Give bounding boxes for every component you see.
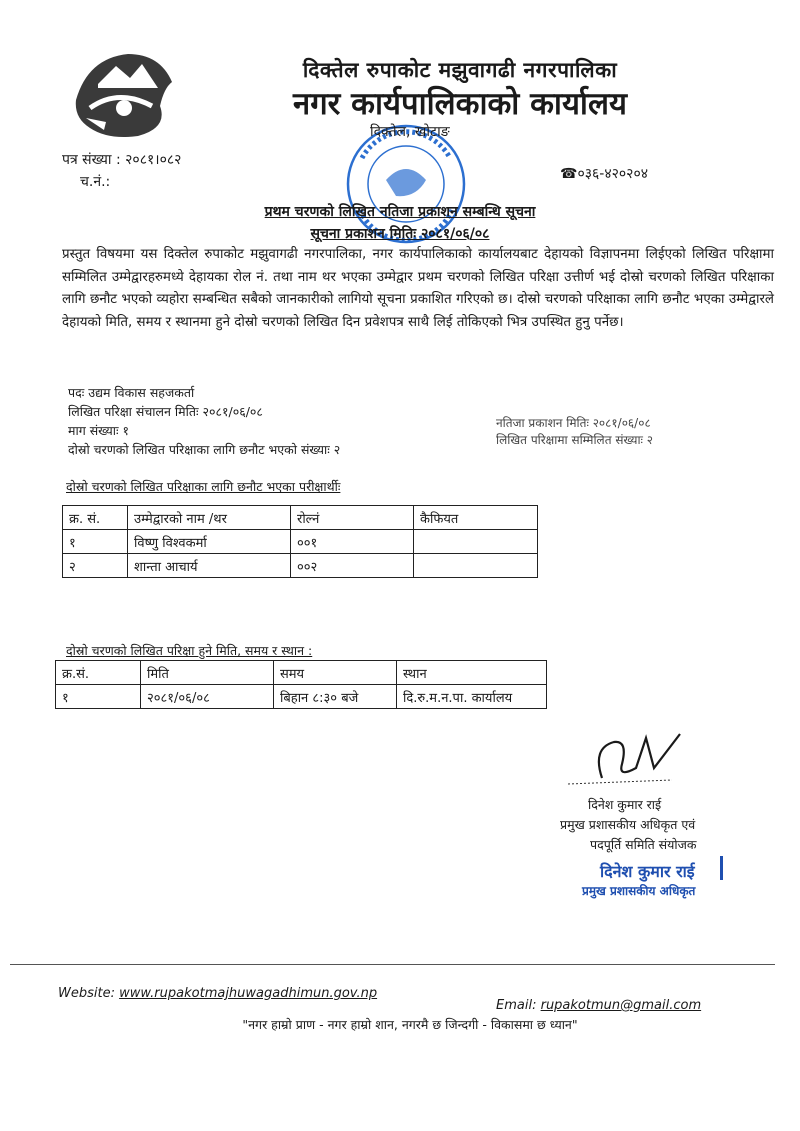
column-header: रोल्नं	[291, 506, 414, 530]
table-cell: २०८१/०६/०८	[141, 685, 274, 709]
post-name: पदः उद्यम विकास सहजकर्ता	[68, 385, 195, 400]
result-date: नतिजा प्रकाशन मितिः २०८१/०६/०८	[496, 416, 651, 430]
footer-motto: "नगर हाम्रो प्राण - नगर हाम्रो शान, नगरमै छ जिन्दगी - विकासमा छ ध्यान"	[242, 1017, 578, 1032]
emblem-icon	[68, 48, 180, 144]
signatory-title: प्रमुख प्रशासकीय अधिकृत एवं	[560, 817, 696, 832]
selected-count: दोस्रो चरणको लिखित परिक्षाका लागि छनौट भएको संख्याः २	[68, 442, 341, 457]
table-cell: २	[63, 554, 128, 578]
signatory-role: पदपूर्ति समिति संयोजक	[590, 837, 697, 852]
stamp-name: दिनेश कुमार राई	[600, 862, 695, 881]
signatory-name: दिनेश कुमार राई	[588, 797, 662, 812]
table-cell: १	[56, 685, 141, 709]
column-header: क्र. सं.	[63, 506, 128, 530]
website-label: Website:	[58, 986, 115, 1001]
website-link[interactable]: www.rupakotmajhuwagadhimun.gov.np	[119, 986, 378, 1001]
column-header: क्र.सं.	[56, 661, 141, 685]
column-header: उम्मेद्वारको नाम /थर	[128, 506, 291, 530]
column-header: समय	[274, 661, 397, 685]
publication-date: सूचना प्रकाशन मितिः २०८१/०६/०८	[310, 226, 490, 242]
table-cell: शान्ता आचार्य	[128, 554, 291, 578]
table-cell: १	[63, 530, 128, 554]
participant-count: लिखित परिक्षामा सम्मिलित संख्याः २	[496, 433, 654, 447]
municipality-name: दिक्तेल रुपाकोट मझुवागढी नगरपालिका	[302, 58, 618, 82]
table-header-row	[56, 661, 547, 685]
table-cell: ००२	[291, 554, 414, 578]
table-cell: दि.रु.म.न.पा. कार्यालय	[397, 685, 547, 709]
footer-divider	[10, 964, 775, 965]
table-cell	[414, 554, 538, 578]
stamp-title: प्रमुख प्रशासकीय अधिकृत	[582, 884, 696, 898]
table-row	[63, 554, 538, 578]
table-cell: ००१	[291, 530, 414, 554]
office-name: नगर कार्यपालिकाको कार्यालय	[293, 86, 627, 122]
phone-number: ☎०३६-४२०२०४	[560, 166, 649, 182]
footer-website	[58, 986, 377, 1001]
candidates-heading: दोस्रो चरणको लिखित परिक्षाका लागि छनौट भएका परीक्षार्थीः	[66, 479, 341, 494]
footer-email	[496, 998, 701, 1013]
email-link[interactable]: rupakotmun@gmail.com	[540, 998, 702, 1013]
schedule-heading: दोस्रो चरणको लिखित परिक्षा हुने मिति, समय र स्थान :	[66, 643, 313, 658]
signature-mark	[562, 728, 698, 792]
table-cell	[414, 530, 538, 554]
dispatch-number: च.नं.:	[80, 174, 111, 190]
table-cell: बिहान ८:३० बजे	[274, 685, 397, 709]
notice-body: प्रस्तुत विषयमा यस दिक्तेल रुपाकोट मझुवागढी नगरपालिका, नगर कार्यपालिकाको कार्यालयबाट देहायको विज्ञापनमा लिईएको लिखित परिक्षामा सम्मिलित उम्मेद्वारहरुमध्ये देहायका रोल नं. तथा नाम थर भएका उम्मेद्वार प्रथम चरणको लिखित परिक्षा उत्तीर्ण भई दोस्रो चरणको लिखित परिक्षाका लागि छनौट भएको व्यहोरा सम्बन्धित सबैको जानकारीको लागियो सूचना प्रकाशित गरिएको छ। दोस्रो चरणको परिक्षाका लागि छनौट भएका उम्मेद्वारले देहायको मिति, समय र स्थानमा हुने दोस्रो चरणको लिखित दिन प्रवेशपत्र साथै लिई तोकिएको भित्र उपस्थित हुनु पर्नेछ।	[62, 247, 774, 330]
email-label: Email:	[496, 998, 537, 1013]
table-row	[56, 685, 547, 709]
column-header: कैफियत	[414, 506, 538, 530]
stamp-bar	[720, 856, 723, 880]
table-cell: विष्णु विश्वकर्मा	[128, 530, 291, 554]
table-header-row	[63, 506, 538, 530]
letter-number: पत्र संख्या : २०८१।०८२	[62, 152, 182, 168]
exam-date: लिखित परिक्षा संचालन मितिः २०८१/०६/०८	[68, 404, 263, 419]
demand-count: माग संख्याः १	[68, 423, 129, 438]
schedule-table	[55, 660, 547, 709]
column-header: स्थान	[397, 661, 547, 685]
notice-subject: प्रथम चरणको लिखित नतिजा प्रकाशन सम्बन्धि सूचना	[264, 204, 536, 220]
table-row	[63, 530, 538, 554]
column-header: मिति	[141, 661, 274, 685]
candidates-table	[62, 505, 538, 578]
office-location: दिक्तेल, खोटाङ	[370, 124, 450, 140]
